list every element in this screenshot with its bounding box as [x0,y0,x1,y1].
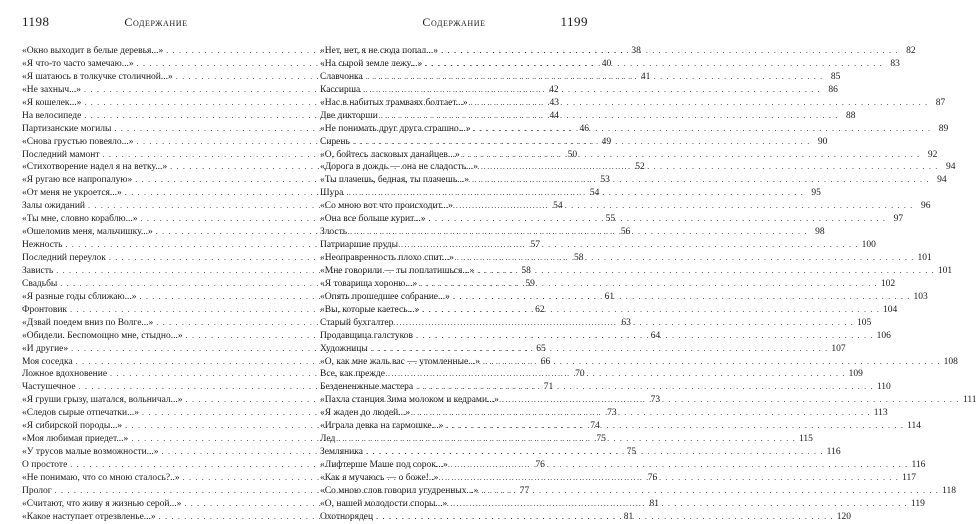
toc-entry-page: 115 [799,434,813,445]
toc-entry-title: «Неоправренность плохо спит...» [320,253,454,263]
toc-entry-page: 77 [519,485,530,496]
toc-entry-title: «Играла девка на гармошке...» [320,421,444,432]
toc-entry-title: «Не захныч...» [22,84,82,95]
toc-entry-page: 85 [830,71,841,82]
toc-entry-page: 65 [536,343,546,354]
toc-entry-title: Последний переулок [22,253,106,263]
toc-entry-title: «Я шатаюсь в толкучке столичной...» [22,71,173,82]
toc-entry-page: 116 [911,460,926,470]
toc-entry-page: 74 [590,421,600,432]
toc-entry-page: 118 [942,485,957,496]
toc-entry-title: «Какое наступает отрезвленье...» [22,511,156,522]
toc-entry-page: 71 [543,382,554,393]
toc-entry-page: 94 [945,162,956,173]
toc-entry-page: 108 [943,356,958,367]
dot-leader [477,265,935,278]
dot-leader [338,433,796,446]
toc-entry-title: Славчонка [320,71,363,82]
dot-leader [381,110,839,123]
toc-entry [320,381,891,394]
toc-entry-page: 81 [649,498,659,509]
toc-entry-title: «Нет, нет, я не сюда попал...» [320,46,439,56]
dot-leader [474,123,932,136]
toc-entry-page: 117 [902,472,916,483]
toc-entry-page: 76 [535,460,545,470]
toc-entry-title: «Ты плачешь, бедная, ты плачешь...» [320,175,470,186]
toc-entry-title: О простоте [22,460,68,470]
toc-entry-title: Лед [320,434,336,445]
toc-entry-title: «Снова грустью повеяло...» [22,136,134,147]
toc-entry-title: «Я сибирской породы...» [22,421,123,432]
toc-entry-title: «Со мною слов говорил угудренных...» [320,485,479,496]
toc-entry-page: 55 [605,214,616,225]
toc-entry-page: 57 [530,240,541,251]
toc-entry-page: 50 [567,149,578,160]
toc-entry-page: 40 [601,58,612,69]
toc-entry-page: 75 [626,447,637,458]
toc-entry-title: Кассирша [320,84,361,95]
toc-entry [320,304,898,317]
toc-entry-title: Шура [320,188,344,199]
toc-entry-title: «Следов сырые отпечатки...» [22,408,140,419]
toc-entry-title: Две дикторши [320,110,378,121]
toc-entry [320,200,931,213]
dot-leader [371,343,829,356]
toc-entry-title: Ложное вдохновение [22,369,108,380]
toc-entry-page: 73 [607,408,617,419]
dot-leader [346,187,804,200]
toc-entry-page: 114 [907,421,922,432]
dot-leader [366,71,824,84]
toc-entry-page: 52 [635,162,645,173]
toc-entry-page: 103 [913,291,928,302]
dot-leader [502,394,960,407]
toc-entry-page: 104 [883,304,898,315]
toc-entry-title: «Дорога в дождь — она не сладость...» [320,162,478,173]
toc-entry-title: «Обидели. Беспомощно мне, стыдно...» [22,330,183,341]
toc-entry-page: 87 [935,97,946,108]
dot-leader [401,239,859,252]
dot-leader [413,407,871,420]
toc-entry-page: 113 [873,408,888,419]
toc-entry-page: 59 [525,278,535,289]
toc-entry-page: 38 [631,46,641,56]
toc-entry-title: «Стихотворение надел я на ветку...» [22,162,168,173]
toc-entry [320,252,932,265]
dot-leader [425,58,883,71]
dot-leader [453,291,911,304]
dot-leader [420,278,878,291]
toc-entry-title: Партизанские могилы [22,123,112,134]
toc-entry-title: Патриаршие пруды [320,240,398,251]
toc-entry-title: «У трусов малые возможности...» [22,447,159,458]
toc-entry-title: «Со мною вот что происходит...» [320,201,453,212]
toc-entry-page: 70 [575,369,585,380]
dot-leader [366,446,824,459]
dot-leader [363,84,821,97]
toc-entry-page: 107 [831,343,846,354]
toc-entry-page: 41 [640,71,651,82]
toc-entry-page: 96 [921,201,931,212]
toc-entry-title: Сирень [320,136,350,147]
toc-entry-title: «Я кошелек...» [22,97,82,108]
dot-leader [441,45,899,58]
toc-entry [320,239,876,252]
toc-entry-title: «Моя любимая приедет...» [22,434,129,445]
toc-entry-title: «Я груши грызу, шатался, вольничал...» [22,395,183,406]
toc-entry [320,343,846,356]
toc-entry [320,123,949,136]
toc-entry-title: «Мне говорили — ты поплатишься...» [320,265,475,276]
toc-entry-page: 64 [650,330,661,341]
toc-entry [320,356,958,369]
toc-entry-page: 54 [589,188,600,199]
toc-entry-title: Нежность [22,240,63,251]
toc-entry-page: 81 [623,511,634,522]
toc-entry-title: Моя соседка [22,356,73,367]
left-page-header [22,12,290,32]
toc-entry-title: Залы ожиданий [22,201,86,212]
dot-leader [450,498,908,511]
toc-entry-title: Частушечное [22,382,76,393]
toc-entry-page: 90 [817,136,828,147]
dot-leader [457,252,915,265]
toc-entry-title: «И другие» [22,343,69,354]
dot-leader [422,304,880,317]
toc-entry-title: Фронтовик [22,304,68,315]
toc-entry-page: 86 [828,84,838,95]
toc-entry-page: 83 [890,58,900,69]
toc-entry [320,110,856,123]
toc-entry-title: «Нас в набитых трамваях болтает...» [320,97,468,108]
dot-leader [456,200,914,213]
toc-entry-title: Старый бухгалтер [320,317,394,328]
toc-entry-page: 76 [647,472,658,483]
toc-entry-title: «Как я мучаюсь — о боже!..» [320,472,439,483]
toc-entry-page: 44 [549,110,559,121]
toc-entry-title: «Пахла станция Зима молоком и кедрами...» [320,395,499,406]
running-title: Содержание [422,15,486,29]
running-title: Содержание [124,15,188,29]
toc-entry-page: 116 [826,447,841,458]
toc-entry-page: 54 [553,201,563,212]
toc-entry-page: 109 [848,369,863,380]
dot-leader [376,511,834,524]
toc-entry-page: 49 [601,136,612,147]
toc-entry-page: 56 [620,227,631,238]
toc-entry-title: Продавщица галстуков [320,330,413,341]
toc-entry-page: 100 [861,240,876,251]
toc-entry-title: «О, как мне жаль вас — утомленные...» [320,356,481,367]
dot-leader [388,368,846,381]
toc-entry-page: 106 [876,330,891,341]
dot-leader [428,213,886,226]
dot-leader [451,459,909,472]
toc-entry-title: Последний мамонт [22,149,100,160]
toc-entry-title: Земляника [320,447,363,458]
toc-entry-page: 110 [876,382,891,393]
toc-entry-page: 46 [579,123,589,134]
toc-entry-page: 101 [937,265,953,276]
toc-entry-title: Бездененжные мастера [320,382,414,393]
toc-entry-title: «Ошеломив меня, мальчишку...» [22,227,153,238]
toc-entry-page: 58 [573,253,584,263]
dot-leader [481,161,939,174]
toc-entry-title: «На сырой земле лежу...» [320,58,423,69]
toc-entry-page: 119 [910,498,925,509]
toc-entry-title: «Не понимать друг друга страшно...» [320,123,471,134]
toc-entry-page: 102 [880,278,896,289]
dot-leader [353,136,811,149]
toc-entry-page: 92 [927,149,938,160]
dot-leader [463,149,921,162]
dot-leader [471,97,929,110]
dot-leader [416,381,874,394]
toc-entry-title: Охотнорядец [320,511,374,522]
toc-entry-title: Все, как прежде [320,369,385,380]
toc-entry [320,97,946,110]
dot-leader [446,420,904,433]
toc-entry [320,368,863,381]
dot-leader [481,485,939,498]
toc-entry-page: 88 [845,110,856,121]
toc-entry-page: 53 [600,175,610,186]
toc-entry-page: 58 [521,265,531,276]
toc-entry-title: «Дзвай поедем вниз по Волге...» [22,317,154,328]
toc-entry [320,84,838,97]
toc-entry-page: 61 [604,291,615,302]
toc-entry-title: «Я ругаю все напропалую» [22,175,133,186]
toc-entry-page: 82 [906,46,916,56]
toc-entry-title: «О, нашей молодости споры...» [320,498,448,509]
toc-entry-title: «Лифтерше Маше под сорок...» [320,460,448,470]
dot-leader [441,472,899,485]
toc-entry [320,278,896,291]
toc-entry-page: 120 [836,511,851,522]
toc-entry [320,149,938,162]
toc-entry [320,459,926,472]
toc-entry-title: «Она все больше курит...» [320,214,426,225]
dot-leader [396,317,854,330]
toc-entry-title: «Вы, которые каетесь...» [320,304,420,315]
dot-leader [483,356,941,369]
toc-entry-title: «Я жаден до людей...» [320,408,411,419]
toc-entry-page: 62 [535,304,545,315]
toc-entry-page: 66 [540,356,551,367]
toc-entry-title: «Считают, что живу я жизнью серой...» [22,498,182,509]
toc-entry-title: Свадьбы [22,278,58,289]
toc-entry-page: 89 [938,123,949,134]
toc-entry-title: «От меня не укроется...» [22,188,122,199]
dot-leader [350,226,808,239]
toc-entry-title: «Не понимаю, что со мною сталось?..» [22,472,180,483]
toc-entry-page: 94 [937,175,947,186]
toc-entry [320,265,953,278]
dot-leader [472,174,930,187]
toc-entry-title: «Окно выходит в белые деревья...» [22,46,164,56]
toc-entry-title: «О, бойтесь ласковых данайцев...» [320,149,460,160]
toc-entry-page: 95 [811,188,821,199]
page-number: 1198 [22,14,50,29]
toc-entry-title: Пролог [22,485,52,496]
toc-entry-page: 111 [962,395,977,406]
page-number: 1199 [560,14,588,29]
toc-entry-title: «Я разные годы сближаю...» [22,291,137,302]
toc-entry-title: На велосипеде [22,110,82,121]
toc-entry-page: 42 [549,84,559,95]
toc-entry-title: «Ты мне, словно кораблю...» [22,214,138,225]
right-page-header [320,12,588,32]
toc-entry-page: 97 [893,214,904,225]
toc-entry-page: 105 [856,317,872,328]
toc-entry [320,485,957,498]
toc-entry-title: Злость [320,227,348,238]
toc-entry-title: Художницы [320,343,368,354]
toc-entry-page: 43 [549,97,559,108]
toc-entry-page: 75 [596,434,606,445]
toc-entry-page: 73 [650,395,661,406]
dot-leader [416,330,874,343]
toc-entry-page: 101 [917,253,932,263]
toc-entry-title: «Я что-то часто замечаю...» [22,58,134,69]
toc-entry-title: «Опять прошедшее собрание...» [320,291,450,302]
toc-entry-title: Зависть [22,265,54,276]
toc-entry-title: «Я товарища хороню...» [320,278,418,289]
toc-entry-page: 63 [621,317,631,328]
toc-entry-page: 98 [815,227,825,238]
